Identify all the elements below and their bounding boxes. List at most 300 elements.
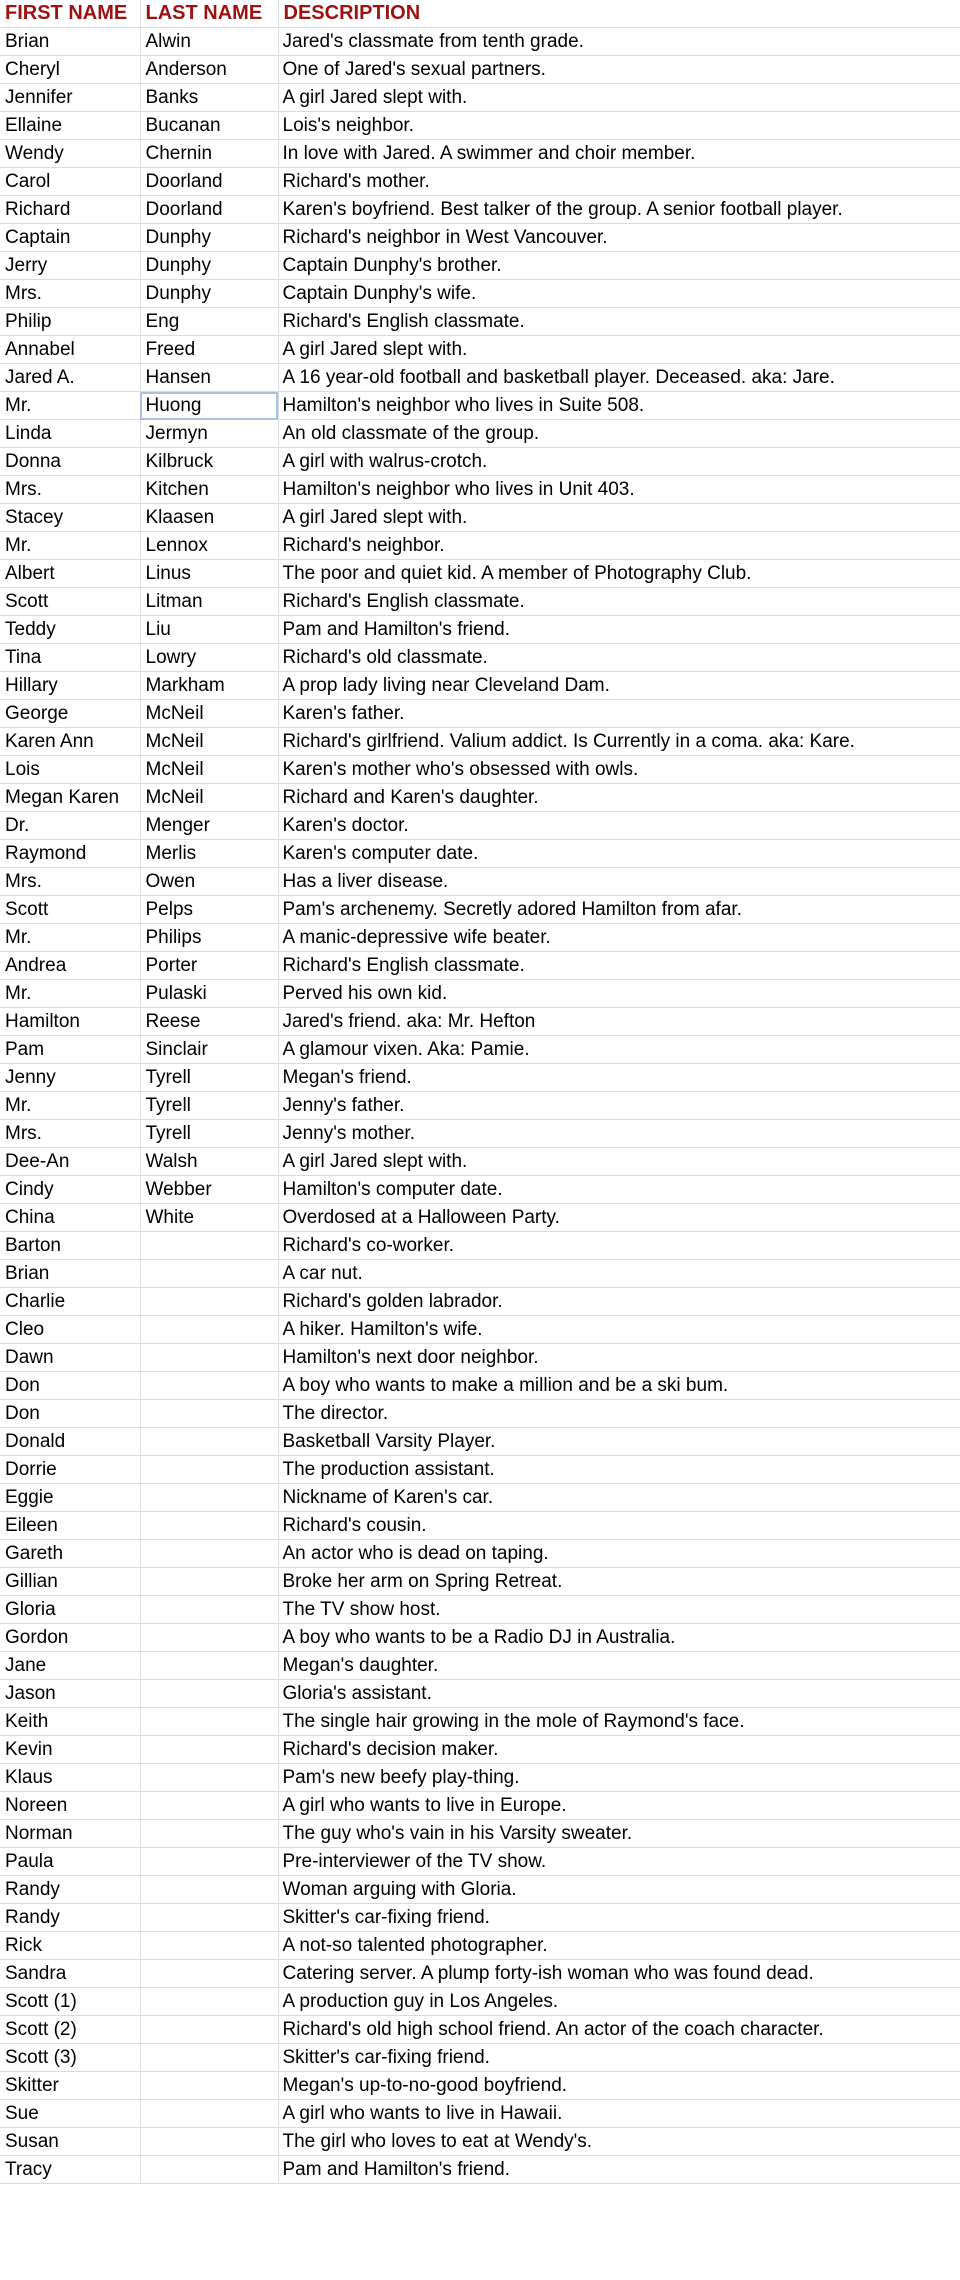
- cell-description[interactable]: Captain Dunphy's brother.: [278, 252, 960, 280]
- table-row: [0, 1568, 960, 1596]
- table-row: [0, 728, 960, 756]
- cell-first-name[interactable]: Mr.: [0, 924, 140, 952]
- table-row: [0, 1316, 960, 1344]
- cell-last-name[interactable]: McNeil: [140, 700, 278, 728]
- cell-description[interactable]: Karen's doctor.: [278, 812, 960, 840]
- table-row: [0, 588, 960, 616]
- cell-description[interactable]: Pam and Hamilton's friend.: [278, 2156, 960, 2184]
- cell-first-name[interactable]: Scott: [0, 896, 140, 924]
- cell-last-name[interactable]: Reese: [140, 1008, 278, 1036]
- cell-first-name[interactable]: Wendy: [0, 140, 140, 168]
- header-first-name[interactable]: FIRST NAME: [0, 0, 140, 28]
- table-row: [0, 2128, 960, 2156]
- cell-first-name[interactable]: Scott: [0, 588, 140, 616]
- table-row: [0, 1820, 960, 1848]
- cell-last-name[interactable]: Linus: [140, 560, 278, 588]
- cell-description[interactable]: Has a liver disease.: [278, 868, 960, 896]
- cell-first-name[interactable]: Rick: [0, 1932, 140, 1960]
- cell-description[interactable]: Captain Dunphy's wife.: [278, 280, 960, 308]
- table-row: [0, 1708, 960, 1736]
- cell-description[interactable]: Richard's neighbor in West Vancouver.: [278, 224, 960, 252]
- cell-last-name[interactable]: Bucanan: [140, 112, 278, 140]
- cell-description[interactable]: A girl Jared slept with.: [278, 1148, 960, 1176]
- cell-first-name[interactable]: Linda: [0, 420, 140, 448]
- cell-first-name[interactable]: Scott (3): [0, 2044, 140, 2072]
- cell-description[interactable]: An old classmate of the group.: [278, 420, 960, 448]
- table-row: [0, 1148, 960, 1176]
- cell-last-name[interactable]: [140, 1288, 278, 1316]
- cell-first-name[interactable]: Jennifer: [0, 84, 140, 112]
- cell-first-name[interactable]: Brian: [0, 1260, 140, 1288]
- cell-last-name[interactable]: Walsh: [140, 1148, 278, 1176]
- cell-last-name[interactable]: [140, 1708, 278, 1736]
- cell-last-name[interactable]: [140, 1316, 278, 1344]
- cell-first-name[interactable]: Gareth: [0, 1540, 140, 1568]
- cell-last-name[interactable]: [140, 1568, 278, 1596]
- cell-last-name[interactable]: [140, 1512, 278, 1540]
- table-row: [0, 1932, 960, 1960]
- cell-last-name[interactable]: Banks: [140, 84, 278, 112]
- cell-description[interactable]: Skitter's car-fixing friend.: [278, 1904, 960, 1932]
- cell-description[interactable]: Pam's new beefy play-thing.: [278, 1764, 960, 1792]
- cell-description[interactable]: Overdosed at a Halloween Party.: [278, 1204, 960, 1232]
- cell-first-name[interactable]: Richard: [0, 196, 140, 224]
- cell-last-name[interactable]: [140, 1680, 278, 1708]
- cell-last-name[interactable]: White: [140, 1204, 278, 1232]
- cell-last-name[interactable]: Pulaski: [140, 980, 278, 1008]
- cell-description[interactable]: The poor and quiet kid. A member of Photography Club.: [278, 560, 960, 588]
- cell-last-name[interactable]: Dunphy: [140, 252, 278, 280]
- table-row: [0, 1512, 960, 1540]
- cell-last-name[interactable]: [140, 2156, 278, 2184]
- cell-first-name[interactable]: Carol: [0, 168, 140, 196]
- table-body: [0, 28, 960, 2184]
- table-row: [0, 700, 960, 728]
- cell-description[interactable]: A boy who wants to make a million and be a ski bum.: [278, 1372, 960, 1400]
- cell-first-name[interactable]: Mr.: [0, 532, 140, 560]
- cell-description[interactable]: Jenny's father.: [278, 1092, 960, 1120]
- cell-last-name[interactable]: [140, 1624, 278, 1652]
- cell-description[interactable]: Richard's English classmate.: [278, 308, 960, 336]
- table-row: [0, 532, 960, 560]
- cell-first-name[interactable]: Megan Karen: [0, 784, 140, 812]
- table-row: [0, 840, 960, 868]
- cell-first-name[interactable]: Gordon: [0, 1624, 140, 1652]
- table-row: [0, 280, 960, 308]
- cell-last-name[interactable]: [140, 2016, 278, 2044]
- cell-first-name[interactable]: Don: [0, 1400, 140, 1428]
- cell-description[interactable]: Richard's girlfriend. Valium addict. Is Currently in a coma. aka: Kare.: [278, 728, 960, 756]
- header-last-name[interactable]: LAST NAME: [140, 0, 278, 28]
- cell-description[interactable]: A girl with walrus-crotch.: [278, 448, 960, 476]
- cell-first-name[interactable]: George: [0, 700, 140, 728]
- table-row: [0, 1960, 960, 1988]
- cell-description[interactable]: A girl Jared slept with.: [278, 336, 960, 364]
- cell-last-name[interactable]: Tyrell: [140, 1064, 278, 1092]
- cell-last-name[interactable]: [140, 1764, 278, 1792]
- table-row: [0, 560, 960, 588]
- cell-last-name[interactable]: Dunphy: [140, 280, 278, 308]
- table-row: [0, 1260, 960, 1288]
- cell-last-name[interactable]: Eng: [140, 308, 278, 336]
- cell-description[interactable]: A 16 year-old football and basketball player. Deceased. aka: Jare.: [278, 364, 960, 392]
- cell-description[interactable]: Skitter's car-fixing friend.: [278, 2044, 960, 2072]
- cell-description[interactable]: Megan's up-to-no-good boyfriend.: [278, 2072, 960, 2100]
- table-row: [0, 1008, 960, 1036]
- cell-description[interactable]: A not-so talented photographer.: [278, 1932, 960, 1960]
- cell-first-name[interactable]: Barton: [0, 1232, 140, 1260]
- cell-first-name[interactable]: Noreen: [0, 1792, 140, 1820]
- cell-first-name[interactable]: Gloria: [0, 1596, 140, 1624]
- table-row: [0, 2156, 960, 2184]
- cell-description[interactable]: A hiker. Hamilton's wife.: [278, 1316, 960, 1344]
- table-row: [0, 364, 960, 392]
- table-row: [0, 1876, 960, 1904]
- cell-description[interactable]: The girl who loves to eat at Wendy's.: [278, 2128, 960, 2156]
- cell-last-name[interactable]: Doorland: [140, 168, 278, 196]
- cell-last-name[interactable]: Owen: [140, 868, 278, 896]
- cell-description[interactable]: Lois's neighbor.: [278, 112, 960, 140]
- cell-description[interactable]: Richard's co-worker.: [278, 1232, 960, 1260]
- cell-description[interactable]: Broke her arm on Spring Retreat.: [278, 1568, 960, 1596]
- cell-description[interactable]: Karen's boyfriend. Best talker of the group. A senior football player.: [278, 196, 960, 224]
- cell-first-name[interactable]: Lois: [0, 756, 140, 784]
- cell-first-name[interactable]: Tina: [0, 644, 140, 672]
- cell-first-name[interactable]: Albert: [0, 560, 140, 588]
- cell-last-name[interactable]: Klaasen: [140, 504, 278, 532]
- cell-description[interactable]: One of Jared's sexual partners.: [278, 56, 960, 84]
- table-row: [0, 1400, 960, 1428]
- table-row: [0, 252, 960, 280]
- table-row: [0, 952, 960, 980]
- cell-last-name[interactable]: [140, 1344, 278, 1372]
- table-row: [0, 756, 960, 784]
- table-row: [0, 392, 960, 420]
- cell-last-name[interactable]: Liu: [140, 616, 278, 644]
- cell-last-name[interactable]: [140, 1232, 278, 1260]
- table-row: [0, 1596, 960, 1624]
- cell-description[interactable]: Richard and Karen's daughter.: [278, 784, 960, 812]
- header-description[interactable]: DESCRIPTION: [278, 0, 960, 28]
- cell-description[interactable]: Richard's old classmate.: [278, 644, 960, 672]
- table-row: [0, 1988, 960, 2016]
- table-row: [0, 980, 960, 1008]
- cell-first-name[interactable]: Norman: [0, 1820, 140, 1848]
- cell-last-name[interactable]: [140, 1428, 278, 1456]
- cell-last-name[interactable]: Kilbruck: [140, 448, 278, 476]
- cell-first-name[interactable]: Mr.: [0, 980, 140, 1008]
- table-row: [0, 1540, 960, 1568]
- cell-first-name[interactable]: Mr.: [0, 392, 140, 420]
- cell-last-name[interactable]: [140, 2072, 278, 2100]
- table-row: [0, 2100, 960, 2128]
- cell-last-name[interactable]: McNeil: [140, 756, 278, 784]
- cell-first-name[interactable]: Mr.: [0, 1092, 140, 1120]
- cell-last-name[interactable]: [140, 1820, 278, 1848]
- table-row: [0, 1120, 960, 1148]
- cell-last-name[interactable]: Pelps: [140, 896, 278, 924]
- cell-first-name[interactable]: Mrs.: [0, 476, 140, 504]
- table-row: [0, 812, 960, 840]
- cell-last-name[interactable]: [140, 1260, 278, 1288]
- cell-description[interactable]: Jenny's mother.: [278, 1120, 960, 1148]
- cell-last-name[interactable]: Philips: [140, 924, 278, 952]
- cell-description[interactable]: Richard's cousin.: [278, 1512, 960, 1540]
- table-row: [0, 196, 960, 224]
- table-row: [0, 336, 960, 364]
- cell-first-name[interactable]: Jerry: [0, 252, 140, 280]
- cell-last-name[interactable]: Tyrell: [140, 1092, 278, 1120]
- cell-description[interactable]: Richard's golden labrador.: [278, 1288, 960, 1316]
- table-row: [0, 1848, 960, 1876]
- cell-description[interactable]: Richard's mother.: [278, 168, 960, 196]
- cell-first-name[interactable]: Mrs.: [0, 868, 140, 896]
- cell-last-name[interactable]: Doorland: [140, 196, 278, 224]
- table-row: [0, 84, 960, 112]
- table-row: [0, 784, 960, 812]
- cell-description[interactable]: Perved his own kid.: [278, 980, 960, 1008]
- table-row: [0, 868, 960, 896]
- cell-first-name[interactable]: Hillary: [0, 672, 140, 700]
- cell-first-name[interactable]: Ellaine: [0, 112, 140, 140]
- cell-description[interactable]: Pam and Hamilton's friend.: [278, 616, 960, 644]
- cell-first-name[interactable]: Mrs.: [0, 280, 140, 308]
- cell-description[interactable]: Hamilton's computer date.: [278, 1176, 960, 1204]
- table-row: [0, 1484, 960, 1512]
- cell-last-name[interactable]: Hansen: [140, 364, 278, 392]
- cell-first-name[interactable]: Dee-An: [0, 1148, 140, 1176]
- cell-last-name[interactable]: [140, 1932, 278, 1960]
- table-row: [0, 112, 960, 140]
- cell-last-name[interactable]: Litman: [140, 588, 278, 616]
- table-row: [0, 1624, 960, 1652]
- cell-first-name[interactable]: Klaus: [0, 1764, 140, 1792]
- cell-last-name[interactable]: Markham: [140, 672, 278, 700]
- cell-description[interactable]: A girl Jared slept with.: [278, 84, 960, 112]
- cell-first-name[interactable]: Donald: [0, 1428, 140, 1456]
- cell-last-name[interactable]: Sinclair: [140, 1036, 278, 1064]
- cell-description[interactable]: Hamilton's neighbor who lives in Suite 508.: [278, 392, 960, 420]
- cell-last-name[interactable]: [140, 1792, 278, 1820]
- table-row: [0, 1904, 960, 1932]
- cell-last-name[interactable]: [140, 1456, 278, 1484]
- cell-first-name[interactable]: Raymond: [0, 840, 140, 868]
- cell-first-name[interactable]: Captain: [0, 224, 140, 252]
- cell-last-name[interactable]: [140, 1848, 278, 1876]
- cell-last-name[interactable]: [140, 1372, 278, 1400]
- cell-last-name[interactable]: Porter: [140, 952, 278, 980]
- cell-last-name[interactable]: [140, 1400, 278, 1428]
- cell-last-name[interactable]: [140, 1540, 278, 1568]
- cell-last-name[interactable]: [140, 1652, 278, 1680]
- cell-first-name[interactable]: Eileen: [0, 1512, 140, 1540]
- cell-last-name[interactable]: Lowry: [140, 644, 278, 672]
- cell-description[interactable]: Megan's daughter.: [278, 1652, 960, 1680]
- cell-first-name[interactable]: Annabel: [0, 336, 140, 364]
- cell-description[interactable]: Hamilton's neighbor who lives in Unit 403.: [278, 476, 960, 504]
- cell-description[interactable]: The guy who's vain in his Varsity sweater.: [278, 1820, 960, 1848]
- cell-last-name[interactable]: Alwin: [140, 28, 278, 56]
- cell-first-name[interactable]: China: [0, 1204, 140, 1232]
- cell-description[interactable]: A car nut.: [278, 1260, 960, 1288]
- cell-last-name[interactable]: McNeil: [140, 728, 278, 756]
- cell-description[interactable]: Richard's neighbor.: [278, 532, 960, 560]
- cell-last-name[interactable]: [140, 1484, 278, 1512]
- cell-first-name[interactable]: Cindy: [0, 1176, 140, 1204]
- cell-first-name[interactable]: Scott (1): [0, 1988, 140, 2016]
- cell-first-name[interactable]: Philip: [0, 308, 140, 336]
- cell-description[interactable]: Megan's friend.: [278, 1064, 960, 1092]
- cell-description[interactable]: Basketball Varsity Player.: [278, 1428, 960, 1456]
- cell-first-name[interactable]: Teddy: [0, 616, 140, 644]
- cell-first-name[interactable]: Keith: [0, 1708, 140, 1736]
- cell-first-name[interactable]: Mrs.: [0, 1120, 140, 1148]
- table-row: [0, 1344, 960, 1372]
- cell-last-name[interactable]: [140, 2100, 278, 2128]
- cell-last-name[interactable]: Huong: [140, 392, 278, 420]
- cell-description[interactable]: Richard's English classmate.: [278, 952, 960, 980]
- cell-first-name[interactable]: Skitter: [0, 2072, 140, 2100]
- table-row: [0, 1092, 960, 1120]
- cell-last-name[interactable]: Dunphy: [140, 224, 278, 252]
- table-row: [0, 1764, 960, 1792]
- cell-first-name[interactable]: Karen Ann: [0, 728, 140, 756]
- cell-description[interactable]: Karen's father.: [278, 700, 960, 728]
- cell-description[interactable]: Catering server. A plump forty-ish woman who was found dead.: [278, 1960, 960, 1988]
- table-row: [0, 616, 960, 644]
- cell-last-name[interactable]: McNeil: [140, 784, 278, 812]
- table-row: [0, 2016, 960, 2044]
- cell-description[interactable]: Richard's English classmate.: [278, 588, 960, 616]
- cell-description[interactable]: Nickname of Karen's car.: [278, 1484, 960, 1512]
- cell-description[interactable]: The production assistant.: [278, 1456, 960, 1484]
- cell-description[interactable]: A glamour vixen. Aka: Pamie.: [278, 1036, 960, 1064]
- cell-description[interactable]: A girl who wants to live in Europe.: [278, 1792, 960, 1820]
- cell-first-name[interactable]: Sue: [0, 2100, 140, 2128]
- cell-first-name[interactable]: Randy: [0, 1904, 140, 1932]
- table-row: [0, 168, 960, 196]
- cell-first-name[interactable]: Gillian: [0, 1568, 140, 1596]
- cell-first-name[interactable]: Dawn: [0, 1344, 140, 1372]
- table-row: [0, 1204, 960, 1232]
- cell-last-name[interactable]: [140, 2044, 278, 2072]
- cell-first-name[interactable]: Cheryl: [0, 56, 140, 84]
- cell-first-name[interactable]: Cleo: [0, 1316, 140, 1344]
- header-row: [0, 0, 960, 28]
- cell-description[interactable]: An actor who is dead on taping.: [278, 1540, 960, 1568]
- cell-first-name[interactable]: Susan: [0, 2128, 140, 2156]
- cell-description[interactable]: Woman arguing with Gloria.: [278, 1876, 960, 1904]
- cell-last-name[interactable]: [140, 2128, 278, 2156]
- cell-first-name[interactable]: Eggie: [0, 1484, 140, 1512]
- table-row: [0, 504, 960, 532]
- cell-first-name[interactable]: Donna: [0, 448, 140, 476]
- cell-first-name[interactable]: Scott (2): [0, 2016, 140, 2044]
- cell-last-name[interactable]: Merlis: [140, 840, 278, 868]
- cell-first-name[interactable]: Dorrie: [0, 1456, 140, 1484]
- table-row: [0, 224, 960, 252]
- cell-description[interactable]: In love with Jared. A swimmer and choir member.: [278, 140, 960, 168]
- cell-first-name[interactable]: Sandra: [0, 1960, 140, 1988]
- cell-description[interactable]: A girl who wants to live in Hawaii.: [278, 2100, 960, 2128]
- cell-first-name[interactable]: Tracy: [0, 2156, 140, 2184]
- cell-last-name[interactable]: [140, 1960, 278, 1988]
- cell-first-name[interactable]: Jenny: [0, 1064, 140, 1092]
- cell-description[interactable]: The director.: [278, 1400, 960, 1428]
- cell-description[interactable]: Jared's classmate from tenth grade.: [278, 28, 960, 56]
- table-row: [0, 644, 960, 672]
- cell-first-name[interactable]: Charlie: [0, 1288, 140, 1316]
- cell-description[interactable]: Hamilton's next door neighbor.: [278, 1344, 960, 1372]
- table-row: [0, 1428, 960, 1456]
- cell-description[interactable]: Karen's mother who's obsessed with owls.: [278, 756, 960, 784]
- cell-last-name[interactable]: [140, 1596, 278, 1624]
- cell-description[interactable]: Pam's archenemy. Secretly adored Hamilton from afar.: [278, 896, 960, 924]
- table-row: [0, 1036, 960, 1064]
- cell-description[interactable]: A boy who wants to be a Radio DJ in Australia.: [278, 1624, 960, 1652]
- table-row: [0, 140, 960, 168]
- cell-description[interactable]: Gloria's assistant.: [278, 1680, 960, 1708]
- cell-last-name[interactable]: Menger: [140, 812, 278, 840]
- cell-last-name[interactable]: [140, 1988, 278, 2016]
- cell-description[interactable]: The TV show host.: [278, 1596, 960, 1624]
- cell-description[interactable]: Richard's decision maker.: [278, 1736, 960, 1764]
- table-row: [0, 1652, 960, 1680]
- cell-description[interactable]: A girl Jared slept with.: [278, 504, 960, 532]
- cell-last-name[interactable]: [140, 1876, 278, 1904]
- cell-last-name[interactable]: Tyrell: [140, 1120, 278, 1148]
- cell-last-name[interactable]: [140, 1736, 278, 1764]
- cell-description[interactable]: Karen's computer date.: [278, 840, 960, 868]
- cell-first-name[interactable]: Paula: [0, 1848, 140, 1876]
- cell-last-name[interactable]: Webber: [140, 1176, 278, 1204]
- cell-last-name[interactable]: Lennox: [140, 532, 278, 560]
- table-row: [0, 420, 960, 448]
- cell-description[interactable]: Jared's friend. aka: Mr. Hefton: [278, 1008, 960, 1036]
- table-row: [0, 1372, 960, 1400]
- cell-last-name[interactable]: Chernin: [140, 140, 278, 168]
- cell-last-name[interactable]: [140, 1904, 278, 1932]
- cell-first-name[interactable]: Stacey: [0, 504, 140, 532]
- cell-description[interactable]: A manic-depressive wife beater.: [278, 924, 960, 952]
- cell-first-name[interactable]: Hamilton: [0, 1008, 140, 1036]
- cell-first-name[interactable]: Don: [0, 1372, 140, 1400]
- table-row: [0, 1792, 960, 1820]
- cell-description[interactable]: The single hair growing in the mole of Raymond's face.: [278, 1708, 960, 1736]
- cell-last-name[interactable]: Jermyn: [140, 420, 278, 448]
- cell-description[interactable]: Pre-interviewer of the TV show.: [278, 1848, 960, 1876]
- cell-last-name[interactable]: Anderson: [140, 56, 278, 84]
- cell-last-name[interactable]: Kitchen: [140, 476, 278, 504]
- cell-first-name[interactable]: Andrea: [0, 952, 140, 980]
- cell-first-name[interactable]: Pam: [0, 1036, 140, 1064]
- cell-first-name[interactable]: Randy: [0, 1876, 140, 1904]
- cell-description[interactable]: A prop lady living near Cleveland Dam.: [278, 672, 960, 700]
- table-row: [0, 308, 960, 336]
- cell-first-name[interactable]: Jane: [0, 1652, 140, 1680]
- cell-description[interactable]: Richard's old high school friend. An actor of the coach character.: [278, 2016, 960, 2044]
- table-row: [0, 28, 960, 56]
- table-row: [0, 1288, 960, 1316]
- cell-first-name[interactable]: Dr.: [0, 812, 140, 840]
- cell-first-name[interactable]: Jason: [0, 1680, 140, 1708]
- cell-description[interactable]: A production guy in Los Angeles.: [278, 1988, 960, 2016]
- cell-last-name[interactable]: Freed: [140, 336, 278, 364]
- cell-first-name[interactable]: Kevin: [0, 1736, 140, 1764]
- cell-first-name[interactable]: Brian: [0, 28, 140, 56]
- cell-first-name[interactable]: Jared A.: [0, 364, 140, 392]
- table-row: [0, 2044, 960, 2072]
